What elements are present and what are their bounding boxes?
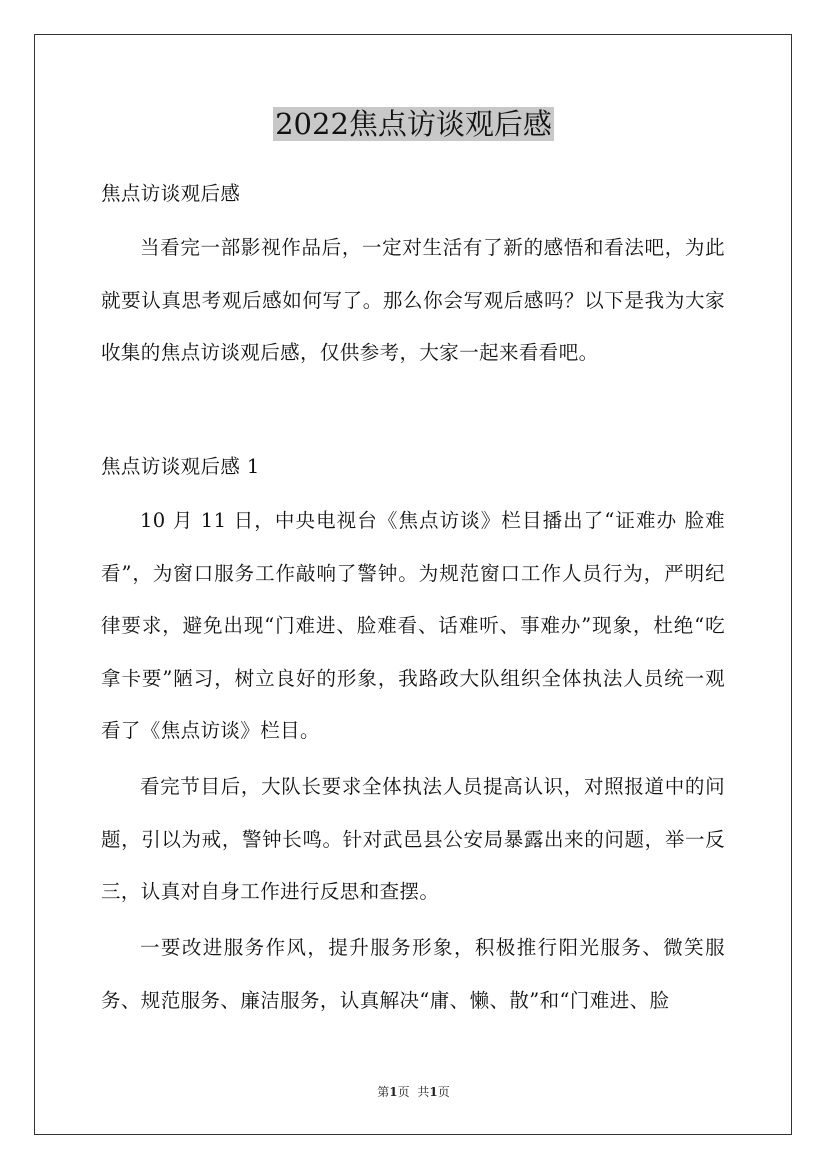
page-suffix: 页 bbox=[397, 1085, 410, 1099]
total-pages: 1 bbox=[429, 1085, 438, 1099]
document-title bbox=[0, 104, 827, 144]
page-prefix: 第 bbox=[377, 1085, 390, 1099]
section-heading: 焦点访谈观后感 1 bbox=[101, 455, 260, 478]
intro-paragraph: 当看完一部影视作品后，一定对生活有了新的感悟和看法吧，为此就要认真思考观后感如何写了。那么你会写观后感吗？以下是我为大家收集的焦点访谈观后感，仅供参考，大家一起来看看吧。 bbox=[101, 236, 725, 364]
body-paragraph-1: 10 月 11 日，中央电视台《焦点访谈》栏目播出了“证难办 脸难看”，为窗口服务工作敲响了警钟。为规范窗口工作人员行为，严明纪律要求，避免出现“门难进、脸难看、话难听、事难办”现象，杜绝“吃拿卡要”陋习，树立良好的形象，我路政大队组织全体执法人员统一观看了《焦点访谈》栏目。 bbox=[101, 509, 725, 742]
page-footer bbox=[0, 1084, 827, 1100]
total-suffix: 页 bbox=[437, 1085, 450, 1099]
document-subtitle: 焦点访谈观后感 bbox=[101, 182, 241, 205]
document-title-text: 2022焦点访谈观后感 bbox=[275, 107, 552, 141]
page-number: 1 bbox=[389, 1085, 398, 1099]
total-prefix: 共 bbox=[417, 1085, 430, 1099]
body-paragraph-3: 一要改进服务作风，提升服务形象，积极推行阳光服务、微笑服务、规范服务、廉洁服务，认真解决“庸、懒、散”和“门难进、脸 bbox=[101, 936, 725, 1012]
body-paragraph-2: 看完节目后，大队长要求全体执法人员提高认识，对照报道中的问题，引以为戒，警钟长鸣。针对武邑县公安局暴露出来的问题，举一反三，认真对自身工作进行反思和查摆。 bbox=[101, 775, 725, 903]
